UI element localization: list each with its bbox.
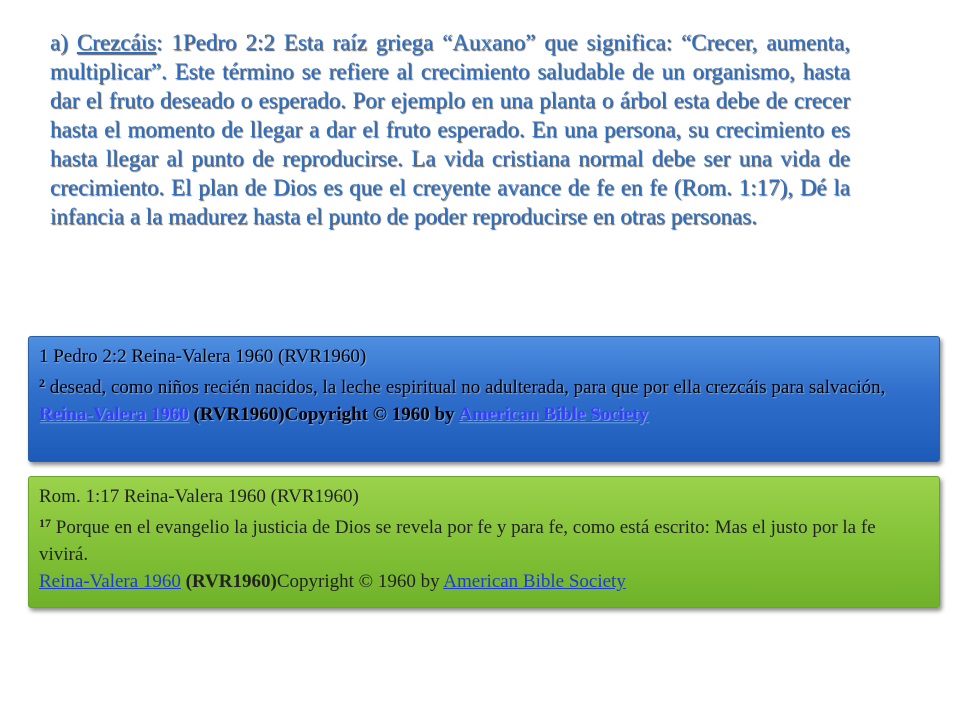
verse-text-line <box>39 370 929 401</box>
main-body-text: : 1Pedro 2:2 Esta raíz griega “Auxano” que significa: “Crecer, aumenta, multiplicar”. Este término se refiere al crecimiento saludable de un organismo, hasta dar el fruto deseado o esperado. Por ejemplo en una planta o árbol esta debe de crecer hasta el momento de llegar a dar el fruto esperado. En una persona, su crecimiento es hasta llegar al punto de reproducirse. La vida cristiana normal debe ser una vida de crecimiento. El plan de Dios es que el creyente avance de fe en fe (Rom. 1:17), Dé la infancia a la madurez hasta el punto de poder reproducirse en otras personas. <box>50 30 850 229</box>
verse-reference: 1 Pedro 2:2 Reina-Valera 1960 (RVR1960) <box>39 346 367 367</box>
verse-box-romanos <box>28 476 940 608</box>
verse-number: 17 <box>39 516 51 530</box>
term-crezcais: Crezcáis <box>76 30 157 55</box>
copyright-text: Copyright © 1960 by <box>276 571 444 592</box>
main-paragraph <box>50 28 850 231</box>
verse-text: Porque en el evangelio la justicia de Dios se revela por fe y para fe, como está escrito: Mas el justo por la fe vivirá. <box>39 517 876 565</box>
verse-text-line <box>39 510 929 568</box>
verse-box-1pedro <box>28 336 940 462</box>
item-prefix: a) <box>50 30 77 55</box>
copyright-text: (RVR1960)Copyright © 1960 by <box>188 404 459 425</box>
version-link[interactable]: Reina-Valera 1960 <box>39 404 189 425</box>
publisher-link[interactable]: American Bible Society <box>458 404 649 425</box>
version-link[interactable]: Reina-Valera 1960 <box>39 571 181 592</box>
copyright-line <box>39 401 929 428</box>
publisher-link[interactable]: American Bible Society <box>443 571 626 592</box>
verse-reference: Rom. 1:17 Reina-Valera 1960 (RVR1960) <box>39 486 359 507</box>
version-abbrev: (RVR1960) <box>180 571 277 592</box>
verse-text: desead, como niños recién nacidos, la leche espiritual no adulterada, para que por ella crezcáis para salvación, <box>45 377 886 398</box>
copyright-line <box>39 568 929 595</box>
verse-number: 2 <box>39 376 45 390</box>
